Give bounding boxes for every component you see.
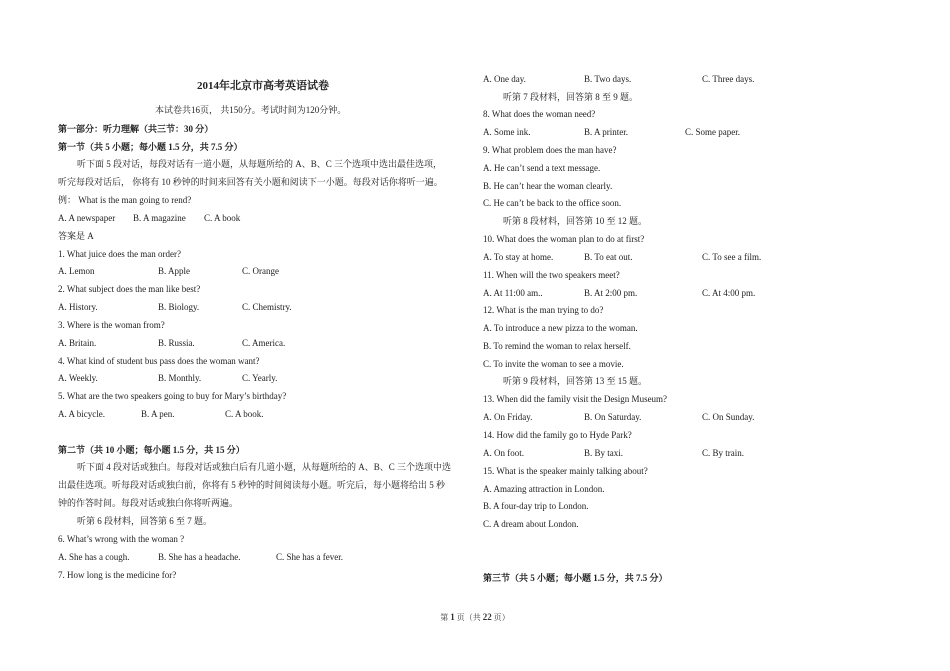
question: 13. When did the family visit the Design Museum? [483, 394, 668, 404]
material-note: 听第 6 段材料，回答第 6 至 7 题。 [77, 516, 213, 526]
example-answer: 答案是 A [58, 231, 94, 241]
option: C. To invite the woman to see a movie. [483, 359, 624, 369]
option: B. Russia. [158, 338, 195, 348]
exam-intro: 本试卷共16页， 共150分。考试时间为120分钟。 [155, 105, 347, 115]
question: 1. What juice does the man order? [58, 249, 182, 259]
option: A. Britain. [58, 338, 97, 348]
example-option: A. A newspaper [58, 213, 116, 223]
question: 6. What’s wrong with the woman ? [58, 534, 185, 544]
option: C. He can’t be back to the office soon. [483, 198, 622, 208]
material-note: 听第 9 段材料，回答第 13 至 15 题。 [503, 376, 648, 386]
footer-middle: 页（共 [456, 613, 481, 622]
option: C. On Sunday. [702, 412, 755, 422]
question: 15. What is the speaker mainly talking about? [483, 466, 648, 476]
option: C. She has a fever. [276, 552, 343, 562]
option: A. A bicycle. [58, 409, 105, 419]
option: A. Lemon [58, 266, 95, 276]
material-note: 听第 7 段材料，回答第 8 至 9 题。 [503, 92, 639, 102]
option: B. A pen. [141, 409, 175, 419]
section2-instruction: 听下面 4 段对话或独白。每段对话或独白后有几道小题，从每题所给的 A、B、C 三个选项中选 [77, 462, 452, 472]
option: A. He can’t send a text message. [483, 163, 601, 173]
question: 12. What is the man trying to do? [483, 305, 604, 315]
option: B. Apple [158, 266, 191, 276]
option: A. One day. [483, 74, 526, 84]
option: B. She has a headache. [158, 552, 241, 562]
option: A. At 11:00 am.. [483, 288, 543, 298]
option: B. Biology. [158, 302, 200, 312]
question: 2. What subject does the man like best? [58, 284, 201, 294]
option: C. A book. [225, 409, 264, 419]
question: 4. What kind of student bus pass does the woman want? [58, 356, 260, 366]
option: C. By train. [702, 448, 744, 458]
option: C. To see a film. [702, 252, 762, 262]
option: C. A dream about London. [483, 519, 579, 529]
material-note: 听第 8 段材料，回答第 10 至 12 题。 [503, 216, 648, 226]
section2-instruction: 钟的作答时间。每段对话或独白你将听两遍。 [58, 498, 239, 508]
section2-instruction: 出最佳选项。听每段对话或独白前，你将有 5 秒钟的时间阅读每小题。听完后，每小题将给出 5 秒 [58, 480, 446, 490]
part1-heading: 第一部分：听力理解（共三节：30 分） [58, 124, 214, 134]
option: C. America. [242, 338, 286, 348]
option: A. To stay at home. [483, 252, 554, 262]
option: A. History. [58, 302, 98, 312]
option: C. Yearly. [242, 373, 278, 383]
example-option: B. A magazine [133, 213, 186, 223]
question: 10. What does the woman plan to do at first? [483, 234, 645, 244]
section1-instruction: 听下面 5 段对话，每段对话有一道小题，从每题所给的 A、B、C 三个选项中选出最佳选项， [77, 159, 443, 169]
option: A. Some ink. [483, 127, 531, 137]
option: B. By taxi. [584, 448, 624, 458]
option: A. On foot. [483, 448, 524, 458]
option: A. She has a cough. [58, 552, 130, 562]
page-title: 2014年北京市高考英语试卷 [197, 80, 329, 92]
example-question: 例： What is the man going to rend? [58, 195, 192, 205]
option: C. At 4:00 pm. [702, 288, 756, 298]
section1-instruction: 听完每段对话后， 你将有 10 秒钟的时间来回答有关小题和阅读下一小题。每段对话你将听一遍。 [58, 177, 443, 187]
option: B. He can’t hear the woman clearly. [483, 181, 613, 191]
option: B. On Saturday. [584, 412, 642, 422]
footer-prefix: 第 [440, 613, 449, 622]
section1-heading: 第一节（共 5 小题；每小题 1.5 分，共 7.5 分） [58, 142, 243, 152]
question: 3. Where is the woman from? [58, 320, 165, 330]
footer-suffix: 页） [493, 613, 510, 622]
option: B. At 2:00 pm. [584, 288, 638, 298]
page-total: 22 [482, 612, 492, 622]
option: C. Three days. [702, 74, 755, 84]
question: 7. How long is the medicine for? [58, 570, 177, 580]
section3-heading: 第三节（共 5 小题；每小题 1.5 分，共 7.5 分） [483, 573, 668, 583]
section2-heading: 第二节（共 10 小题；每小题 1.5 分，共 15 分） [58, 445, 245, 455]
option: A. To introduce a new pizza to the woman. [483, 323, 638, 333]
question: 11. When will the two speakers meet? [483, 270, 620, 280]
option: C. Chemistry. [242, 302, 292, 312]
page-number: 1 [450, 612, 455, 622]
option: B. To remind the woman to relax herself. [483, 341, 631, 351]
option: B. A printer. [584, 127, 629, 137]
option: C. Some paper. [685, 127, 740, 137]
option: B. A four-day trip to London. [483, 501, 589, 511]
option: B. Monthly. [158, 373, 202, 383]
option: A. On Friday. [483, 412, 533, 422]
option: C. Orange [242, 266, 279, 276]
question: 8. What does the woman need? [483, 109, 596, 119]
option: B. To eat out. [584, 252, 633, 262]
question: 5. What are the two speakers going to buy for Mary’s birthday? [58, 391, 287, 401]
option: A. Amazing attraction in London. [483, 484, 605, 494]
option: B. Two days. [584, 74, 632, 84]
option: A. Weekly. [58, 373, 98, 383]
example-option: C. A book [204, 213, 241, 223]
question: 9. What problem does the man have? [483, 145, 617, 155]
page-footer [0, 612, 950, 623]
question: 14. How did the family go to Hyde Park? [483, 430, 632, 440]
